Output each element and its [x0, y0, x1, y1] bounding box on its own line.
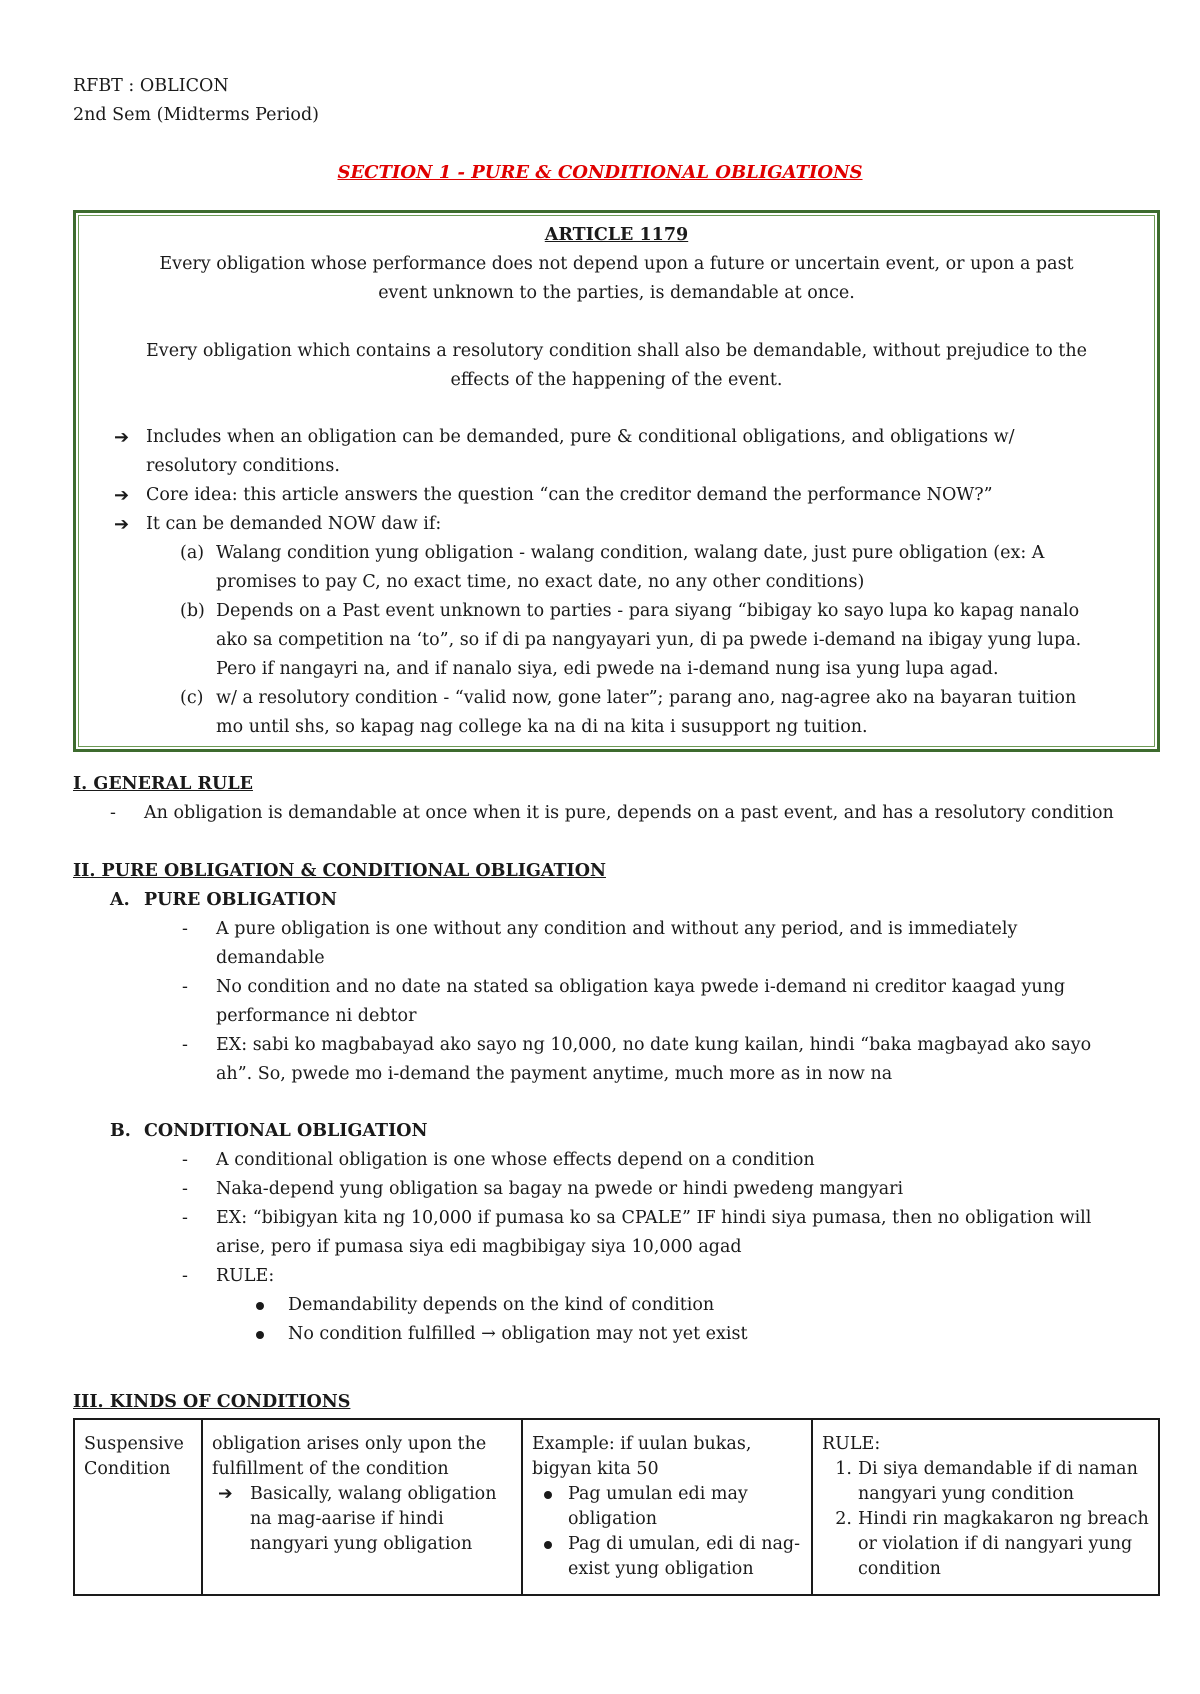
note-text: It can be demanded NOW daw if: [146, 514, 442, 534]
article-paragraph-1 [116, 250, 1117, 308]
note-text: Core idea: this article answers the question “can the creditor demand the performance NOW?” [146, 485, 993, 505]
list-item [180, 597, 1097, 684]
dash-icon: - [182, 1208, 188, 1228]
semester-label: 2nd Sem (Midterms Period) [73, 105, 319, 125]
list-text: An obligation is demandable at once when it is pure, depends on a past event, and has a resolutory condition [144, 803, 1114, 823]
list-text: Pag di umulan, edi di nag-exist yung obligation [568, 1534, 801, 1579]
note-item [114, 423, 1097, 481]
condition-example: Example: if uulan bukas, bigyan kita 50 [532, 1434, 752, 1479]
example-bullet [532, 1482, 802, 1532]
section-title: SECTION 1 - PURE & CONDITIONAL OBLIGATIONS [337, 162, 863, 183]
list-item [182, 973, 1102, 1031]
list-text: No condition fulfilled → obligation may not yet exist [288, 1324, 748, 1344]
heading-letter: B. [110, 1121, 131, 1141]
article-paragraph-2 [116, 337, 1117, 395]
rule-bullet [254, 1291, 1122, 1320]
article-notes-list [114, 423, 1097, 742]
list-item [180, 539, 1097, 597]
article-p1-line2: event unknown to the parties, is demandable at once. [378, 283, 855, 303]
dash-icon: - [182, 1035, 188, 1055]
article-p2-line1: Every obligation which contains a resolutory condition shall also be demandable, without prejudice to the [146, 341, 1087, 361]
list-item [182, 1031, 1102, 1089]
list-item [182, 1175, 1122, 1204]
note-text: Includes when an obligation can be demanded, pure & conditional obligations, and obligations w/ resolutory conditions. [146, 427, 1015, 476]
conditional-obligation-heading [110, 1117, 428, 1146]
list-item [182, 1146, 1122, 1175]
heading-text: CONDITIONAL OBLIGATION [144, 1121, 428, 1141]
note-text: Basically, walang obligation na mag-aarise if hindi nangyari yung obligation [250, 1484, 497, 1554]
pure-obligation-list [182, 915, 1102, 1089]
bullet-icon [544, 1491, 552, 1499]
rule-number: 1. [835, 1459, 852, 1479]
list-label: (c) [180, 688, 204, 708]
kinds-table [73, 1418, 1160, 1596]
rule-text: Hindi rin magkakaron ng breach or violation if di nangyari yung condition [858, 1509, 1149, 1579]
rule-number: 2. [835, 1509, 852, 1529]
list-item [182, 915, 1102, 973]
condition-definition: obligation arises only upon the fulfillment of the condition [212, 1434, 487, 1479]
rule-bullet [254, 1320, 1122, 1349]
list-text: EX: sabi ko magbabayad ako sayo ng 10,000, no date kung kailan, hindi “baka magbayad ako sayo ah”. So, pwede mo i-demand the payment anytime, much more as in now na [216, 1035, 1092, 1084]
heading-text: PURE OBLIGATION [144, 890, 337, 910]
condition-name-cell [74, 1419, 202, 1595]
example-bullet [532, 1532, 802, 1582]
rule-label: RULE: [822, 1434, 881, 1454]
rule-item [822, 1457, 1149, 1507]
arrow-icon: ➔ [114, 485, 130, 506]
condition-name: Suspensive Condition [84, 1434, 184, 1479]
list-text: Demandability depends on the kind of condition [288, 1295, 715, 1315]
list-label: (a) [180, 543, 205, 563]
list-text: A conditional obligation is one whose effects depend on a condition [216, 1150, 815, 1170]
article-box [73, 210, 1160, 752]
list-item [180, 684, 1097, 742]
dash-icon: - [182, 1150, 188, 1170]
definition-note [218, 1482, 512, 1557]
general-rule-heading: I. GENERAL RULE [73, 774, 253, 794]
list-text: EX: “bibigyan kita ng 10,000 if pumasa ko sa CPALE” IF hindi siya pumasa, then no obligation will arise, pero if pumasa siya edi magbibigay siya 10,000 agad [216, 1208, 1092, 1257]
pure-obligation-heading [110, 886, 337, 915]
dash-icon: - [182, 1179, 188, 1199]
note-item [114, 481, 1097, 510]
conditional-obligation-list [182, 1146, 1122, 1349]
list-item [182, 1204, 1122, 1262]
general-rule-list [110, 799, 1160, 828]
bullet-icon [256, 1302, 264, 1310]
bullet-icon [256, 1331, 264, 1339]
heading-letter: A. [110, 890, 130, 910]
arrow-icon: ➔ [114, 427, 130, 448]
list-text: Depends on a Past event unknown to parties - para siyang “bibigay ko sayo lupa ko kapag nanalo ako sa competition na ‘to”, so if di pa nangyayari yun, di pa pwede i-demand na ibigay yung lupa. Pero if nangayri na, and if nanalo siya, edi pwede na i-demand nung isa yung lupa agad. [216, 601, 1082, 679]
dash-icon: - [110, 803, 116, 823]
list-item [182, 1262, 1122, 1291]
list-label: (b) [180, 601, 205, 621]
list-text: A pure obligation is one without any condition and without any period, and is immediately demandable [216, 919, 1018, 968]
bullet-icon [544, 1541, 552, 1549]
list-text: RULE: [216, 1266, 275, 1286]
article-p1-line1: Every obligation whose performance does not depend upon a future or uncertain event, or upon a past [159, 254, 1074, 274]
arrow-icon: ➔ [218, 1484, 233, 1504]
demand-conditions-list [114, 539, 1097, 742]
list-text: No condition and no date na stated sa obligation kaya pwede i-demand ni creditor kaagad yung performance ni debtor [216, 977, 1066, 1026]
table-row [74, 1419, 1159, 1595]
pure-conditional-heading: II. PURE OBLIGATION & CONDITIONAL OBLIGATION [73, 861, 606, 881]
document-header [73, 72, 319, 130]
condition-definition-cell [202, 1419, 522, 1595]
dash-icon: - [182, 977, 188, 997]
dash-icon: - [182, 1266, 188, 1286]
arrow-icon: ➔ [114, 514, 130, 535]
rule-text: Di siya demandable if di naman nangyari yung condition [858, 1459, 1138, 1504]
rule-item [822, 1507, 1149, 1582]
kinds-heading: III. KINDS OF CONDITIONS [73, 1392, 351, 1412]
condition-rule-cell [812, 1419, 1159, 1595]
dash-icon: - [182, 919, 188, 939]
list-text: Walang condition yung obligation - walang condition, walang date, just pure obligation (ex: A promises to pay C, no exact time, no exact date, no any other conditions) [216, 543, 1045, 592]
list-item [110, 799, 1160, 828]
note-item [114, 510, 1097, 539]
course-title: RFBT : OBLICON [73, 76, 229, 96]
list-text: w/ a resolutory condition - “valid now, gone later”; parang ano, nag-agree ako na bayaran tuition mo until shs, so kapag nag college ka na di na kita i susupport ng tuition. [216, 688, 1077, 737]
condition-example-cell [522, 1419, 812, 1595]
list-text: Pag umulan edi may obligation [568, 1484, 748, 1529]
article-title: ARTICLE 1179 [544, 225, 689, 245]
article-p2-line2: effects of the happening of the event. [450, 370, 783, 390]
list-text: Naka-depend yung obligation sa bagay na pwede or hindi pwedeng mangyari [216, 1179, 904, 1199]
